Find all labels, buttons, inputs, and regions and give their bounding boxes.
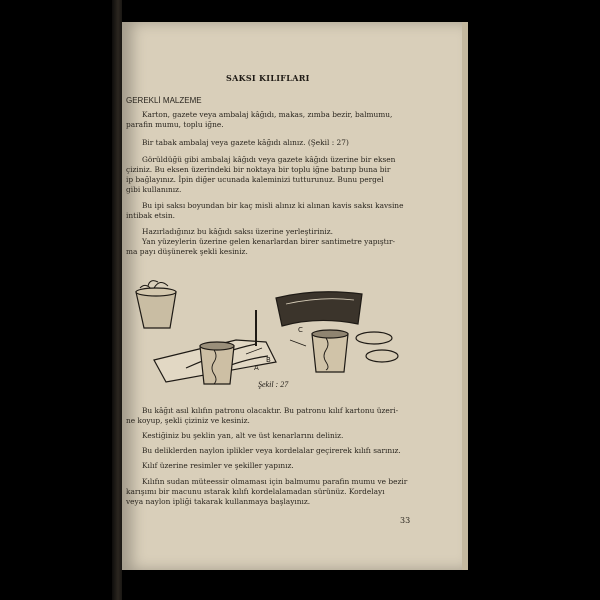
book-page <box>122 22 462 570</box>
paragraph-line: Bu deliklerden naylon iplikler veya kordelalar geçirerek kılıfı sarınız. <box>142 446 401 455</box>
figure-label: B <box>266 356 271 364</box>
section-heading: GEREKLİ MALZEME <box>126 96 202 105</box>
paragraph-line: Karton, gazete veya ambalaj kâğıdı, makas, zımba bezir, balmumu, <box>142 110 393 119</box>
paragraph-line: veya naylon ipliği takarak kullanmaya başlayınız. <box>126 497 311 506</box>
figure-caption: Şekil : 27 <box>258 380 289 389</box>
paragraph-line: Kestiğiniz bu şeklin yan, alt ve üst kenarlarını deliniz. <box>142 431 344 440</box>
paragraph-line: Yan yüzeylerin üzerine gelen kenarlardan birer santimetre yapıştır- <box>142 237 396 246</box>
paragraph-line: karışımı bir macunu ıstarak kılıfı kordelalamadan sürünüz. Kordelayı <box>126 487 385 496</box>
paragraph-line: Bu kâğıt asıl kılıfın patronu olacaktır. Bu patronu kılıf kartonu üzeri- <box>142 406 399 415</box>
figure-illustration <box>126 280 416 416</box>
paragraph-line: Kılıf üzerine resimler ve şekiller yapınız. <box>142 461 294 470</box>
page-title: SAKSI KILIFLARI <box>226 73 310 83</box>
paragraph-line: Hazırladığınız bu kâğıdı saksı üzerine yerleştiriniz. <box>142 227 334 236</box>
page-number: 33 <box>400 516 411 525</box>
figure-label: C <box>298 326 303 334</box>
paragraph-line: intibak etsin. <box>126 211 176 220</box>
page-edge <box>462 22 468 570</box>
paragraph-line: ma payı düşünerek şekli kesiniz. <box>126 247 248 256</box>
paragraph-line: Bir tabak ambalaj veya gazete kâğıdı alınız. (Şekil : 27) <box>142 138 349 147</box>
paragraph-line: Görüldüğü gibi ambalaj kâğıdı veya gazete kâğıdı üzerine bir eksen <box>142 155 396 164</box>
figure-label: A <box>254 364 259 372</box>
paragraph-line: Kılıfın sudan müteessir olmaması için balmumu parafin mumu ve bezir <box>142 477 408 486</box>
paragraph-line: Bu ipi saksı boyundan bir kaç misli alınız ki alınan kavis saksı kavsine <box>142 201 404 210</box>
paragraph-line: ip bağlayınız. İpin diğer ucunada kaleminizi tutturunuz. Bunu pergel <box>126 175 384 184</box>
paragraph-line: parafin mumu, toplu iğne. <box>126 120 224 129</box>
paragraph-line: gibi kullanınız. <box>126 185 182 194</box>
book-spine <box>112 0 122 600</box>
paragraph-line: çiziniz. Bu eksen üzerindeki bir noktaya bir toplu iğne batırıp buna bir <box>126 165 391 174</box>
paragraph-line: ne koyup, şekli çiziniz ve kesiniz. <box>126 416 250 425</box>
